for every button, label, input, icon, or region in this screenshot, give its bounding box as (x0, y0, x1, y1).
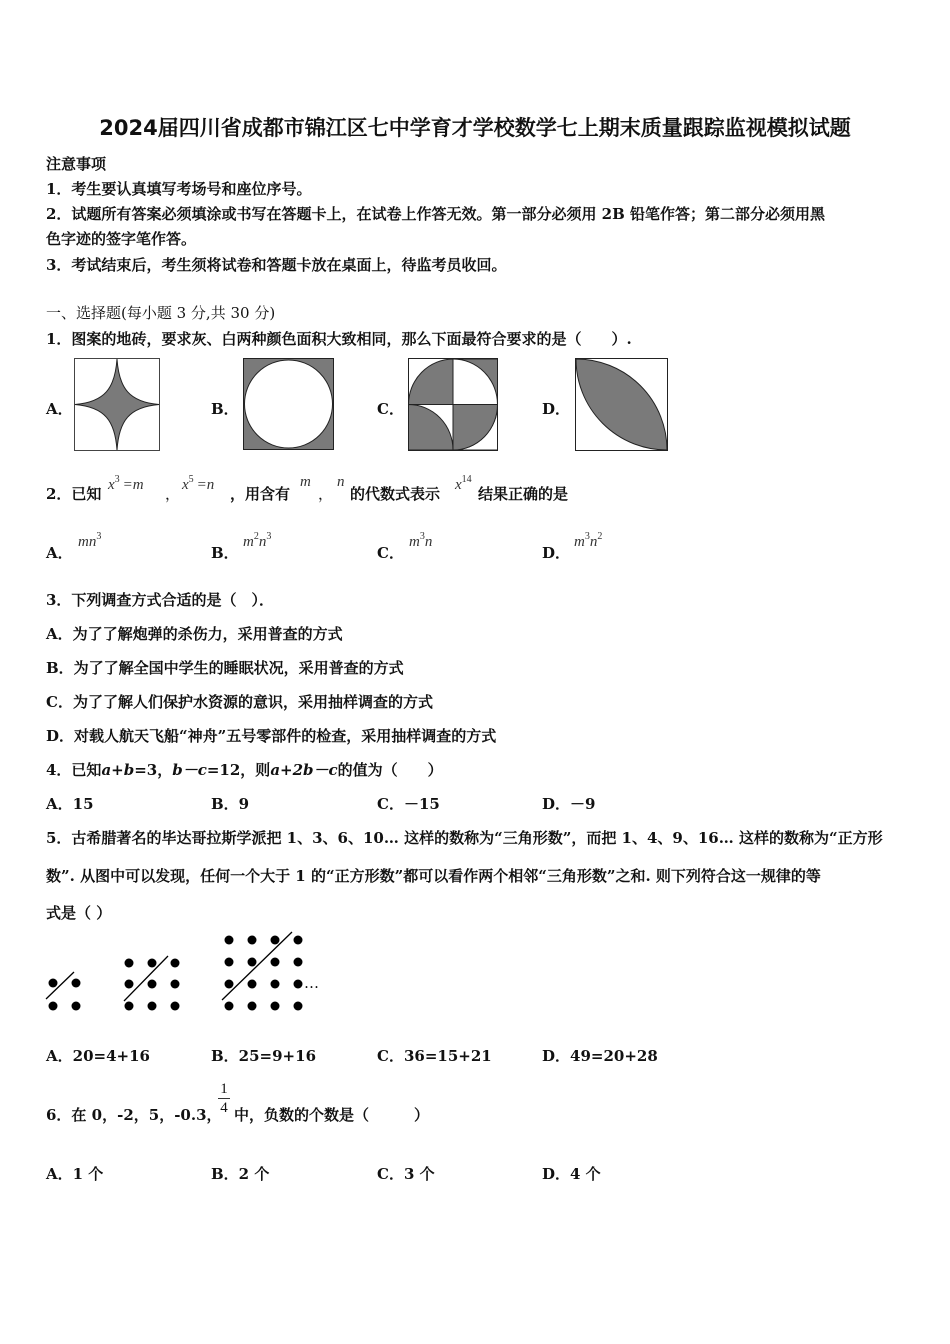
q2-option-b-expr: $m^2n^3$ (243, 531, 272, 550)
question-6-stem-2: 中，负数的个数是（ ） (234, 1106, 430, 1124)
q2-target-power: $x^{14}$ (455, 474, 472, 493)
question-5-line-1: 5．古希腊著名的毕达哥拉斯学派把 1、3、6、10… 这样的数称为“三角形数”，而把 1、4、9、16… 这样的数称为“正方形 (46, 829, 883, 847)
question-5-line-3: 式是（ ） (46, 904, 112, 922)
q5-option-b: B．25=9+16 (211, 1047, 317, 1065)
q1-option-d-label: D． (542, 400, 571, 418)
q1-option-b-label: B． (211, 400, 239, 418)
q6-option-c: C．3 个 (377, 1165, 435, 1183)
q2-var-m: m (300, 474, 311, 490)
question-3-stem: 3．下列调查方式合适的是（ ）． (46, 591, 274, 609)
notice-item: 1．考生要认真填写考场号和座位序号。 (46, 180, 312, 198)
q1-figure-d-leaf-tile (575, 358, 668, 451)
q5-option-d: D．49=20+28 (542, 1047, 658, 1065)
question-2-text-3: 的代数式表示 (350, 485, 441, 503)
question-2-text-2: ，用含有 (230, 485, 291, 503)
q2-var-n: n (337, 474, 345, 490)
notice-item: 色字迹的签字笔作答。 (46, 230, 197, 248)
question-1-stem: 1．图案的地砖，要求灰、白两种颜色面积大致相同，那么下面最符合要求的是（ ）. (46, 330, 632, 348)
notice-item: 3．考试结束后，考生须将试卷和答题卡放在桌面上，待监考员收回。 (46, 256, 507, 274)
section-heading: 一、选择题(每小题 3 分,共 30 分) (46, 304, 276, 322)
q2-separator: ， (318, 485, 334, 503)
q2-given-1: $x^3 =m$ (108, 474, 144, 493)
q2-option-a-label: A． (46, 544, 73, 562)
q2-given-2: $x^5 =n$ (182, 474, 215, 493)
q1-figure-b-circle-tile (243, 358, 334, 450)
q1-option-c-label: C． (377, 400, 404, 418)
q2-option-b-label: B． (211, 544, 239, 562)
q4-option-a: A．15 (46, 795, 94, 813)
q5-figure-ellipsis: … (304, 974, 319, 992)
q3-option-a: A．为了了解炮弹的杀伤力，采用普查的方式 (46, 625, 343, 643)
q5-option-a: A．20=4+16 (46, 1047, 150, 1065)
page-title: 2024届四川省成都市锦江区七中学育才学校数学七上期末质量跟踪监视模拟试题 (99, 116, 851, 140)
q6-fraction-quarter: 1 4 (216, 1080, 232, 1117)
question-2-text-1: 2．已知 (46, 485, 102, 503)
q1-figure-a-star-tile (74, 358, 160, 451)
q6-option-b: B．2 个 (211, 1165, 270, 1183)
q2-option-c-label: C． (377, 544, 404, 562)
notice-item: 2．试题所有答案必须填涂或书写在答题卡上，在试卷上作答无效。第一部分必须用 2B 铅笔作答；第二部分必须用黑 (46, 205, 826, 223)
q6-option-a: A．1 个 (46, 1165, 104, 1183)
q2-option-c-expr: $m^3n$ (409, 531, 433, 550)
question-6-stem-1: 6．在 0，-2，5，-0.3， (46, 1106, 222, 1124)
q2-option-d-expr: $m^3n^2$ (574, 531, 603, 550)
q3-option-b: B．为了了解全国中学生的睡眠状况，采用普查的方式 (46, 659, 404, 677)
q4-option-c: C．－15 (377, 795, 440, 813)
q4-option-b: B．9 (211, 795, 250, 813)
q5-square-number-dots-figure (40, 930, 340, 1020)
q3-option-c: C．为了了解人们保护水资源的意识，采用抽样调查的方式 (46, 693, 433, 711)
question-4-stem: 4．已知a+b=3，b－c=12，则a+2b－c的值为（ ） (46, 761, 443, 779)
q4-option-d: D．－9 (542, 795, 596, 813)
question-2-text-4: 结果正确的是 (478, 485, 569, 503)
q2-option-a-expr: $mn^3$ (78, 531, 102, 550)
notice-heading: 注意事项 (46, 155, 107, 173)
q1-figure-c-pinwheel-tile (408, 358, 498, 451)
q5-option-c: C．36=15+21 (377, 1047, 492, 1065)
q6-option-d: D．4 个 (542, 1165, 601, 1183)
q1-option-a-label: A． (46, 400, 73, 418)
question-5-line-2: 数”. 从图中可以发现，任何一个大于 1 的“正方形数”都可以看作两个相邻“三角形数”之和. 则下列符合这一规律的等 (46, 867, 821, 885)
q2-option-d-label: D． (542, 544, 571, 562)
q3-option-d: D．对载人航天飞船“神舟”五号零部件的检查，采用抽样调查的方式 (46, 727, 497, 745)
q2-separator: ， (165, 485, 181, 503)
